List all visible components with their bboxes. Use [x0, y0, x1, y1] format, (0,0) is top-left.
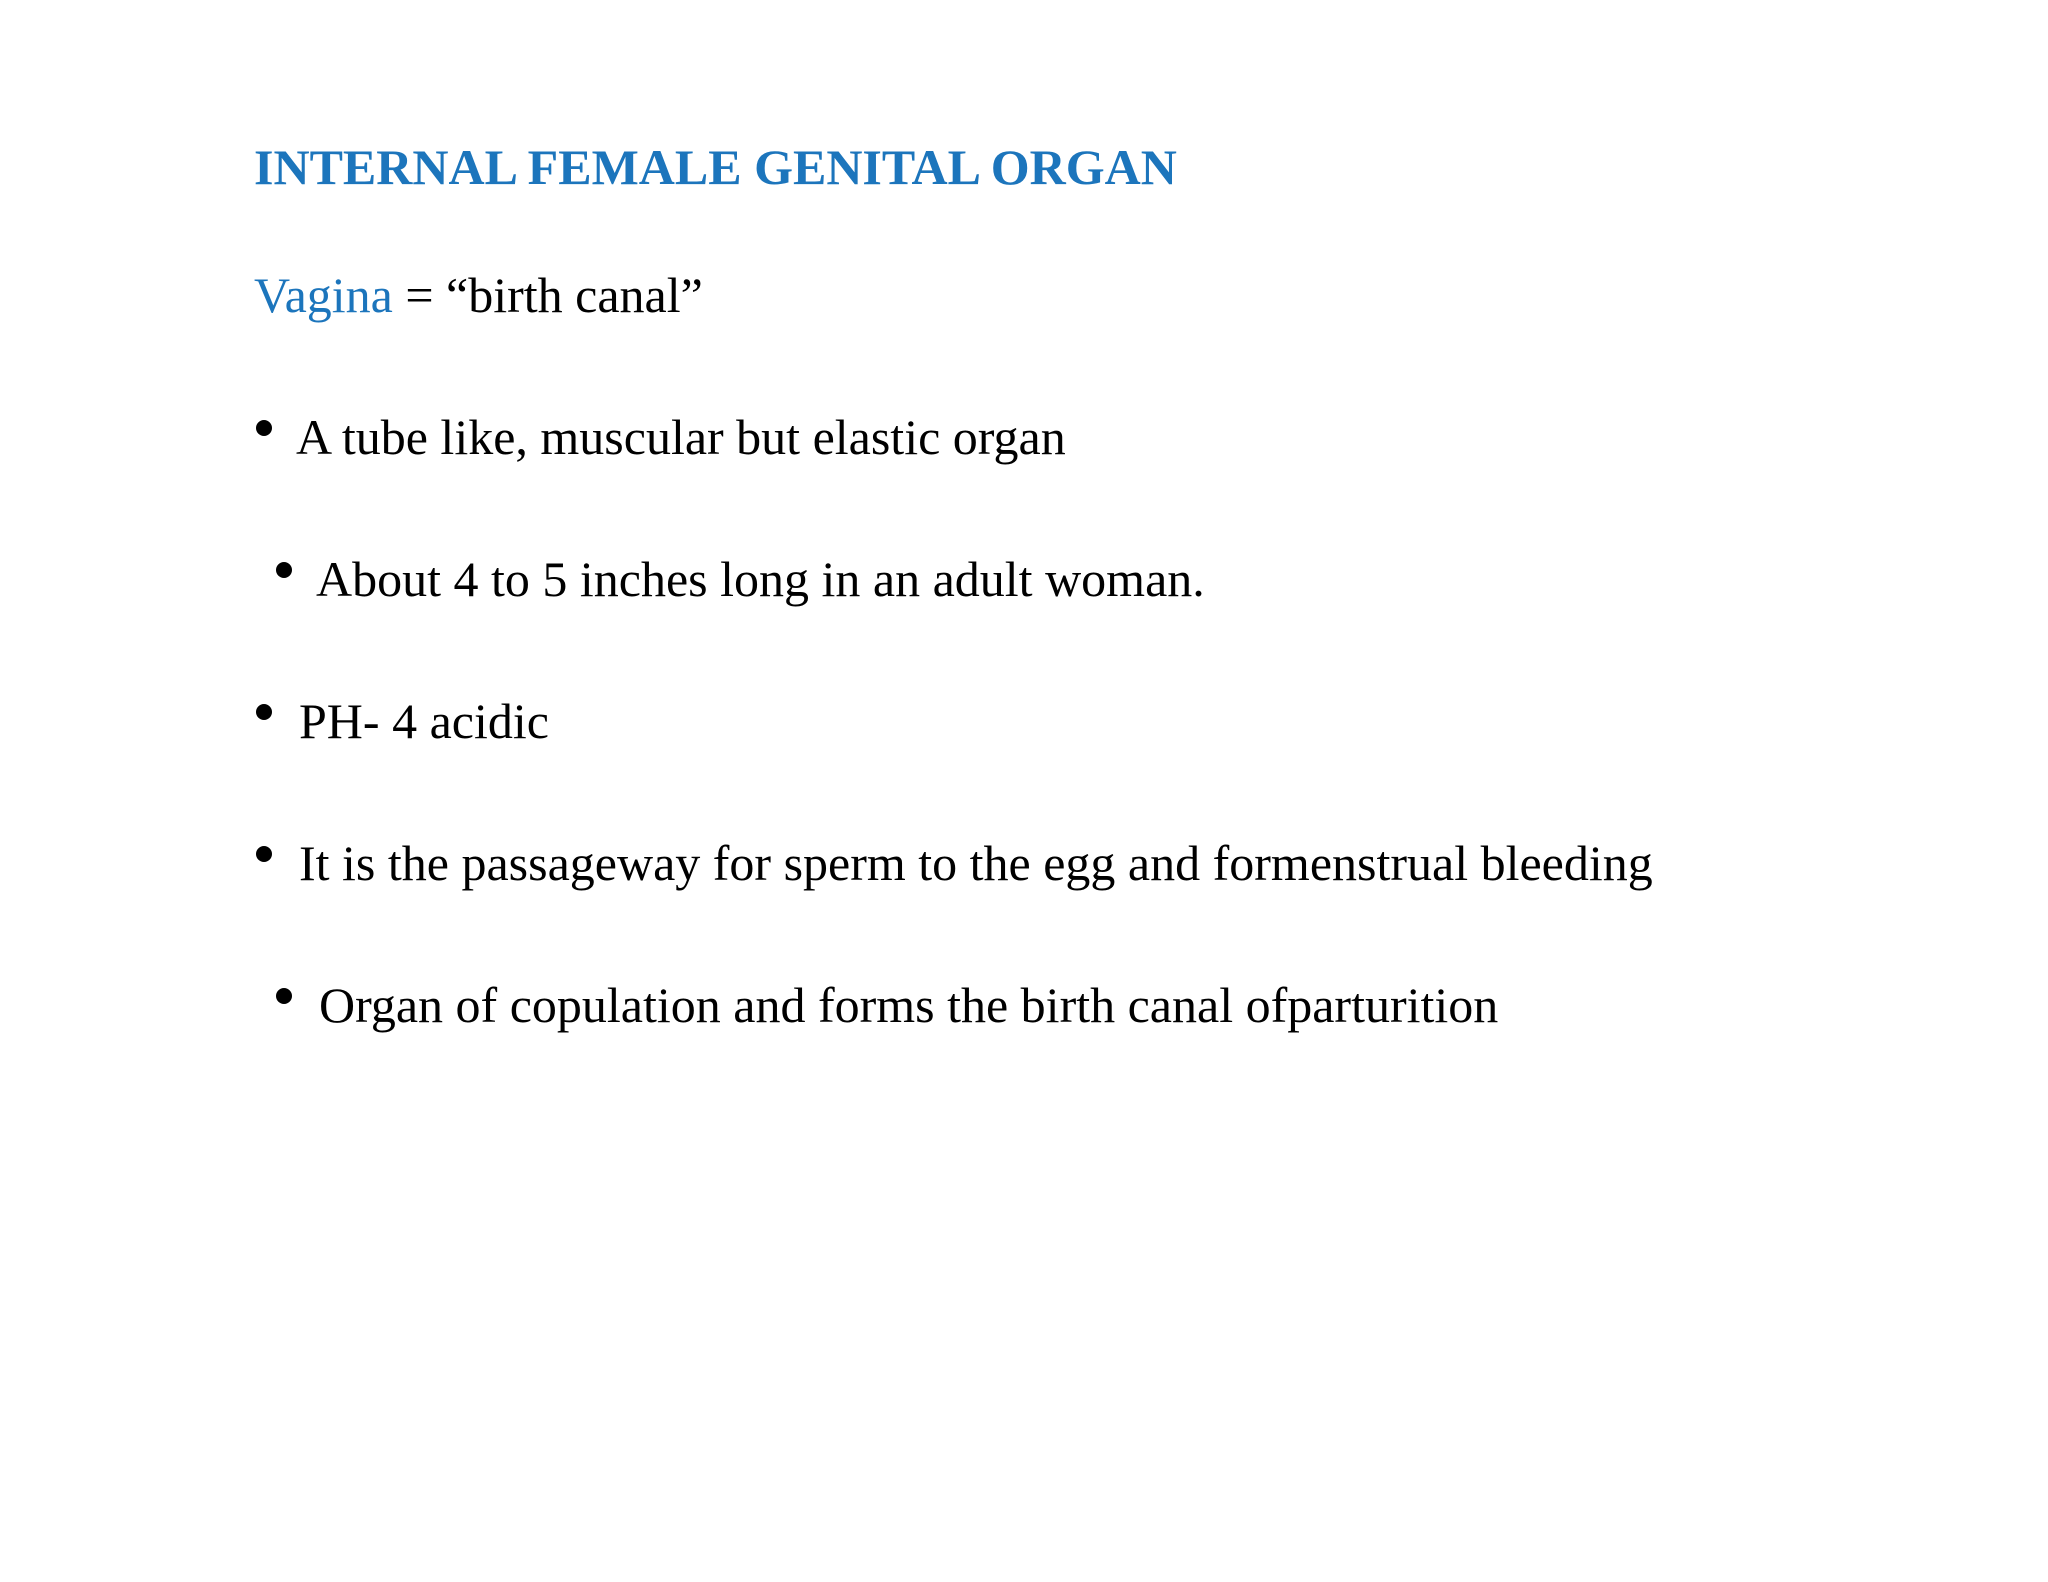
- bullet-dot-icon: [256, 420, 272, 436]
- definition-text: = “birth canal”: [392, 267, 703, 323]
- bullet-text: Organ of copulation and forms the birth canal ofparturition: [319, 977, 1499, 1033]
- definition-term: Vagina: [254, 267, 393, 323]
- bullet-dot-icon: [276, 988, 292, 1004]
- title-text: INTERNAL FEMALE GENITAL ORGAN: [254, 139, 1177, 195]
- bullet-dot-icon: [256, 704, 272, 720]
- bullet-text: A tube like, muscular but elastic organ: [296, 409, 1066, 465]
- bullet-text: PH- 4 acidic: [299, 693, 549, 749]
- bullet-dot-icon: [256, 846, 272, 862]
- bullet-text: It is the passageway for sperm to the egg and formenstrual bleeding: [299, 835, 1653, 891]
- page-title: [254, 139, 1177, 195]
- bullet-text: About 4 to 5 inches long in an adult woman.: [316, 551, 1205, 607]
- bullet-dot-icon: [276, 562, 292, 578]
- definition-line: [254, 267, 703, 323]
